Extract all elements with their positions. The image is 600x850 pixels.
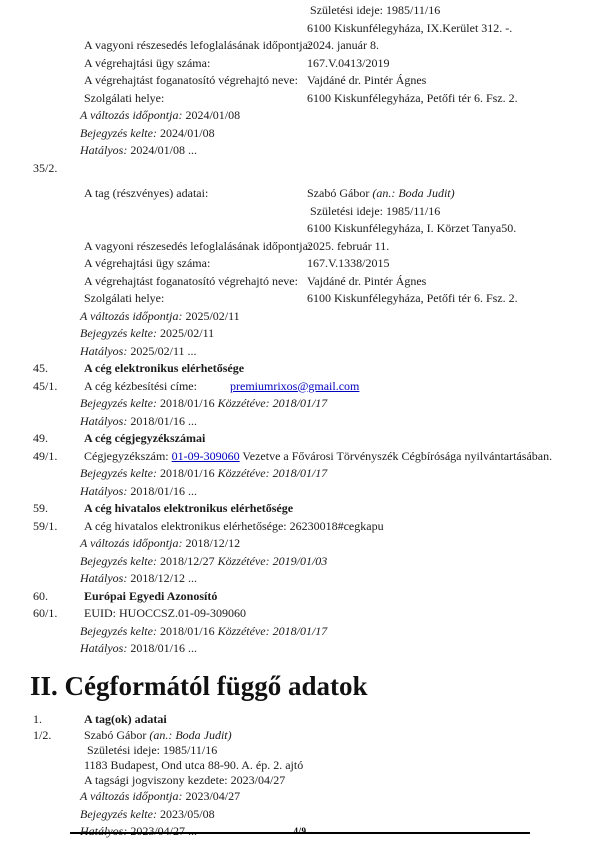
text-run: Hatályos: <box>80 143 131 157</box>
field-label <box>84 255 210 273</box>
text-run: Hatályos: <box>80 343 131 358</box>
page-footer <box>0 826 600 846</box>
text-run: Vajdáné dr. Pintér Ágnes <box>307 273 427 288</box>
text-run: A cég kézbesítési címe: <box>84 378 197 393</box>
doc-line <box>0 290 600 308</box>
text-run: 1183 Budapest, Ond utca 88-90. A. ép. 2. ajtó <box>84 758 304 772</box>
doc-line <box>0 483 600 501</box>
text-run: Vezetve a Fővárosi Törvényszék Cégbírósága nyilvántartásában. <box>239 448 553 463</box>
text-run: Közzétéve: 2019/01/03 <box>217 553 328 568</box>
text-run: 167.V.0413/2019 <box>307 55 390 70</box>
text-run: 2018/01/16 ... <box>130 413 197 428</box>
doc-line <box>0 220 600 238</box>
text-run: A változás időpontja: <box>80 308 186 323</box>
entry-number: 49. <box>33 431 48 445</box>
doc-line <box>0 107 600 125</box>
text-run: Bejegyzés kelte: <box>80 553 160 568</box>
text-run: Bejegyzés kelte: <box>80 466 160 480</box>
page-number: 4/9 <box>293 826 307 836</box>
entry-number: 49/1. <box>33 448 58 463</box>
text-run: Szabó Gábor <box>307 186 373 200</box>
text-run: 2025/02/11 ... <box>130 343 197 358</box>
doc-line <box>0 448 600 466</box>
text-run: 6100 Kiskunfélegyháza, I. Körzet Tanya50. <box>307 221 517 235</box>
doc-line <box>0 185 600 203</box>
doc-line <box>0 325 600 343</box>
line-spacer <box>0 177 600 185</box>
text-run: Hatályos: <box>80 483 131 498</box>
text-run: Közzétéve: 2018/01/17 <box>217 396 328 410</box>
text-run: 2024/01/08 <box>185 108 241 122</box>
doc-line <box>0 728 600 743</box>
entry-number: 45. <box>33 361 48 375</box>
text-run: 2018/01/16 ... <box>130 641 197 655</box>
text-run: 2024/01/08 ... <box>130 143 197 157</box>
text-run: Szolgálati helye: <box>84 291 165 305</box>
text-run: A cég elektronikus elérhetősége <box>84 361 245 375</box>
text-run: Európai Egyedi Azonosító <box>84 588 218 603</box>
text-run: Bejegyzés kelte: <box>80 125 160 140</box>
doc-line <box>0 20 600 38</box>
text-run: A végrehajtást foganatosító végrehajtó neve: <box>84 273 298 288</box>
document-body <box>0 2 600 841</box>
text-run: Bejegyzés kelte: <box>80 623 160 638</box>
text-run: 2018/12/12 ... <box>130 571 197 585</box>
doc-line <box>0 203 600 221</box>
text-run: Születési ideje: 1985/11/16 <box>307 3 441 17</box>
doc-line <box>0 500 600 518</box>
doc-line <box>0 238 600 256</box>
text-run: Születési ideje: 1985/11/16 <box>84 743 218 757</box>
entry-number: 45/1. <box>33 378 58 393</box>
doc-line <box>0 90 600 108</box>
text-run: EUID: HUOCCSZ.01-09-309060 <box>84 606 246 620</box>
doc-line <box>0 160 600 178</box>
field-label <box>84 378 197 396</box>
doc-line <box>0 430 600 448</box>
doc-line <box>0 37 600 55</box>
field-label <box>84 185 208 203</box>
doc-line <box>0 773 600 788</box>
text-run: A tagsági jogviszony kezdete: 2023/04/27 <box>84 773 286 787</box>
entry-number: 60/1. <box>33 606 58 620</box>
text-run: 2025/02/11 <box>159 326 215 340</box>
text-run: A cég hivatalos elektronikus elérhetősége: 26230018#cegkapu <box>84 518 384 533</box>
text-run: A tag(ok) adatai <box>84 711 167 726</box>
text-run: 2018/01/16 <box>159 466 218 480</box>
doc-line <box>0 711 600 729</box>
doc-line <box>0 125 600 143</box>
text-run: A változás időpontja: <box>80 789 186 803</box>
field-label <box>84 238 311 256</box>
entry-number: 1/2. <box>33 728 52 742</box>
text-run: A végrehajtási ügy száma: <box>84 256 211 270</box>
doc-line <box>0 588 600 606</box>
doc-line <box>0 308 600 326</box>
text-run: A tag (részvényes) adatai: <box>84 186 209 200</box>
doc-line <box>0 518 600 536</box>
doc-line <box>0 55 600 73</box>
doc-line <box>0 605 600 623</box>
text-run: 2018/01/16 <box>159 396 218 410</box>
text-run: A változás időpontja: <box>80 108 186 122</box>
entry-number: 35/2. <box>33 160 58 175</box>
text-run: Bejegyzés kelte: <box>80 396 160 410</box>
text-run: Bejegyzés kelte: <box>80 326 160 340</box>
email-link[interactable]: premiumrixos@gmail.com <box>230 378 360 393</box>
doc-line <box>0 623 600 641</box>
doc-line <box>0 273 600 291</box>
doc-line <box>0 142 600 160</box>
doc-line <box>0 413 600 431</box>
entry-number: 59. <box>33 501 48 515</box>
text-run: Szolgálati helye: <box>84 90 165 105</box>
text-run: Bejegyzés kelte: <box>80 806 160 821</box>
text-run: 2024/01/08 <box>159 125 215 140</box>
text-run: Hatályos: <box>80 413 131 428</box>
text-run: Születési ideje: 1985/11/16 <box>307 203 441 218</box>
doc-line <box>0 360 600 378</box>
text-run: Hatályos: <box>80 641 131 655</box>
text-run: 2018/12/12 <box>185 536 241 550</box>
doc-line <box>0 395 600 413</box>
text-run: A vagyoni részesedés lefoglalásának időpontja: <box>84 238 312 253</box>
field-label <box>84 72 298 90</box>
text-run: 2023/05/08 <box>159 806 215 821</box>
text-run: 167.V.1338/2015 <box>307 256 390 270</box>
text-run: Cégjegyzékszám: <box>84 448 172 463</box>
field-label <box>84 55 210 73</box>
text-run: 6100 Kiskunfélegyháza, IX.Kerület 312. -. <box>307 20 513 35</box>
text-run: (an.: Boda Judit) <box>372 186 455 200</box>
text-run: A cég cégjegyzékszámai <box>84 431 206 445</box>
field-label <box>84 37 311 55</box>
text-run: A végrehajtást foganatosító végrehajtó neve: <box>84 73 298 87</box>
doc-line <box>0 72 600 90</box>
text-run: Hatályos: <box>80 571 131 585</box>
field-label <box>84 273 298 291</box>
text-run: 2023/04/27 ... <box>130 824 197 838</box>
text-run: Közzétéve: 2018/01/17 <box>217 466 328 480</box>
text-run: 2018/01/16 ... <box>130 483 197 498</box>
text-run: Vajdáné dr. Pintér Ágnes <box>307 73 427 87</box>
text-run: A változás időpontja: <box>80 536 186 550</box>
doc-line <box>0 806 600 824</box>
doc-line <box>0 255 600 273</box>
text-run: 2023/04/27 <box>185 789 241 803</box>
doc-line <box>0 570 600 588</box>
entry-number: 1. <box>33 711 42 726</box>
doc-line <box>0 743 600 758</box>
text-run: 2024. január 8. <box>307 38 379 52</box>
text-run: A cég hivatalos elektronikus elérhetősége <box>84 501 294 515</box>
text-run: 6100 Kiskunfélegyháza, Petőfi tér 6. Fsz. 2. <box>307 291 518 305</box>
doc-line <box>0 758 600 773</box>
entry-number: 60. <box>33 588 48 603</box>
doc-line <box>0 553 600 571</box>
doc-line <box>0 640 600 658</box>
text-run: (an.: Boda Judit) <box>149 728 232 742</box>
doc-line <box>0 2 600 20</box>
text-run: 2025. február 11. <box>307 238 390 253</box>
field-label <box>84 290 164 308</box>
entry-number: 59/1. <box>33 518 58 533</box>
text-run: A vagyoni részesedés lefoglalásának időpontja: <box>84 38 312 52</box>
text-run: 2018/12/27 <box>159 553 218 568</box>
doc-line <box>0 535 600 553</box>
doc-line <box>0 465 600 483</box>
field-label <box>84 90 164 108</box>
text-run: Hatályos: <box>80 824 131 838</box>
text-run: Szabó Gábor <box>84 728 150 742</box>
text-run: Közzétéve: 2018/01/17 <box>217 623 328 638</box>
doc-line <box>0 788 600 806</box>
text-run: A végrehajtási ügy száma: <box>84 55 211 70</box>
section-ii-heading: II. Cégformától függő adatok <box>30 670 368 701</box>
company-registry-number-link[interactable]: 01-09-309060 <box>171 448 240 463</box>
text-run: 2018/01/16 <box>159 623 218 638</box>
doc-line <box>0 378 600 396</box>
text-run: 2025/02/11 <box>185 308 240 323</box>
doc-line <box>0 343 600 361</box>
text-run: 6100 Kiskunfélegyháza, Petőfi tér 6. Fsz. 2. <box>307 90 518 105</box>
